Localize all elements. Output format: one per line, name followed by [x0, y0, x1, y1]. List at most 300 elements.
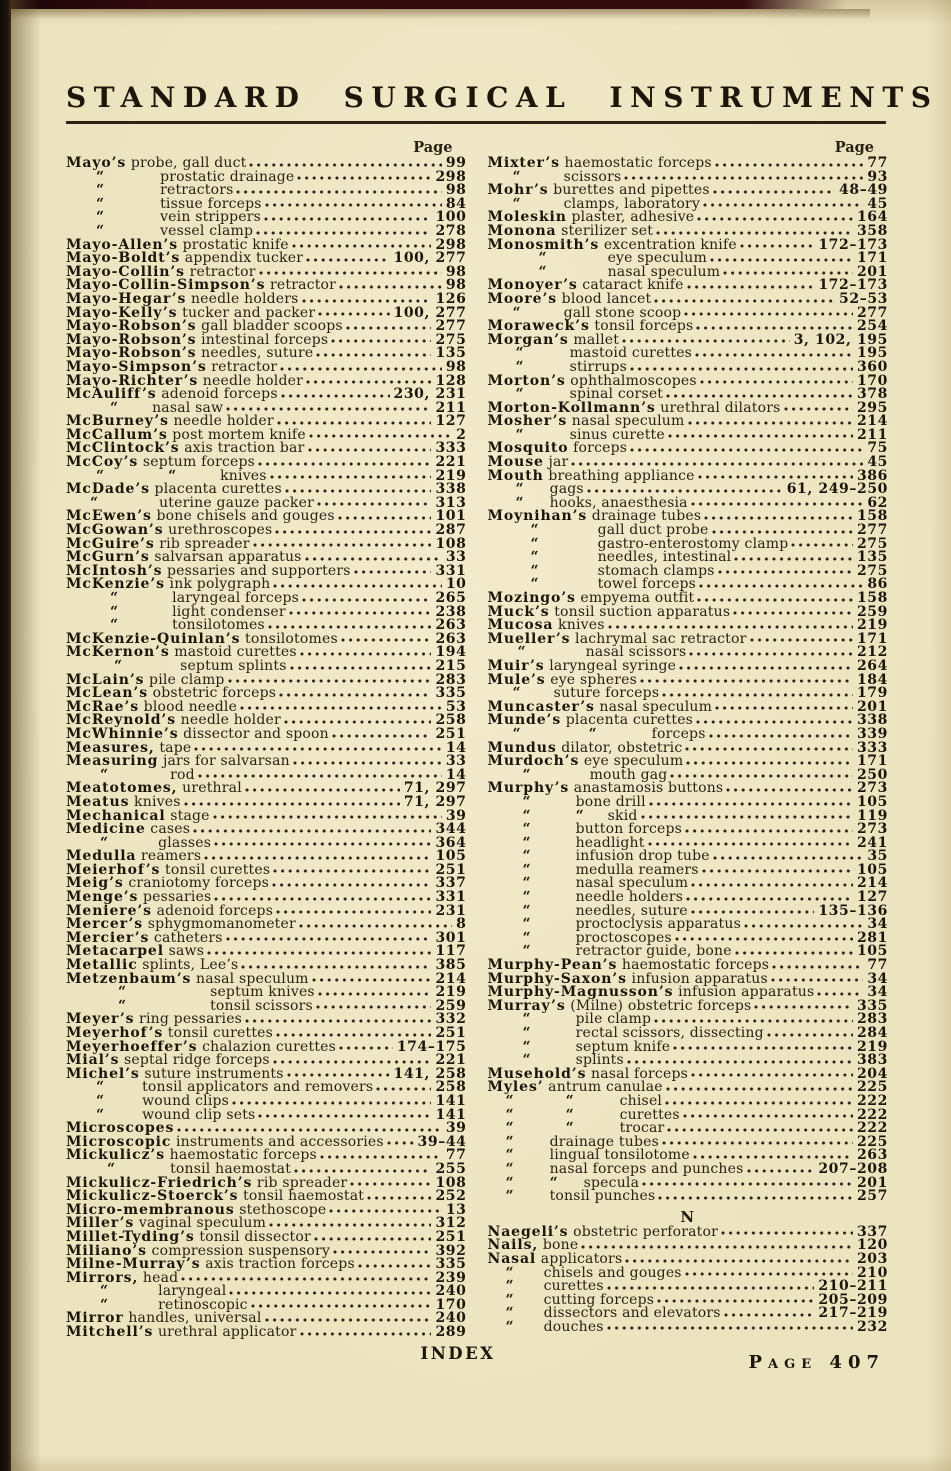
- ditto-mark: “: [530, 562, 539, 579]
- entry-page-number: 127: [856, 889, 888, 906]
- entry-term-text: wound clip sets: [142, 1106, 256, 1123]
- column-page-label: Page: [413, 139, 453, 156]
- dot-leader: [181, 1276, 431, 1283]
- entry-term-bold: Medulla: [66, 848, 137, 865]
- dot-leader: [293, 760, 442, 767]
- dot-leader: [204, 855, 431, 862]
- dot-leader: [265, 1317, 432, 1324]
- entry-term-text: pessaries and supporters: [162, 562, 351, 579]
- ditto-mark: “: [505, 1291, 514, 1308]
- entry-term-text: splints: [575, 1052, 624, 1069]
- dot-leader: [184, 801, 400, 808]
- entry-term-bold: McCoy’s: [66, 454, 139, 471]
- entry-term-text: haemostatic forceps: [559, 155, 712, 171]
- entry-term-text: plaster, adhesive: [566, 209, 695, 226]
- footer-page-number: Page 407: [748, 1352, 885, 1373]
- entry-term-text: urethral dilators: [655, 399, 781, 416]
- entry-term-bold: Mirror: [66, 1310, 124, 1327]
- entry-term-bold: Mouse: [487, 454, 544, 471]
- entry-page-number: 214: [856, 413, 888, 430]
- entry-term-text: obstetric perforator: [568, 1223, 719, 1240]
- ditto-mark: “: [522, 889, 531, 906]
- index-entry: [488, 1106, 889, 1123]
- ditto-mark: “: [538, 250, 547, 267]
- entry-page-number: 277: [856, 522, 888, 539]
- dot-leader: [320, 1154, 442, 1161]
- dot-leader: [316, 1004, 432, 1011]
- entry-page-number: 127: [435, 413, 467, 430]
- ditto-mark: “: [522, 1038, 531, 1055]
- ditto-mark: “: [565, 1120, 574, 1137]
- index-entry: [488, 918, 889, 932]
- entry-term-text: tonsil punches: [549, 1188, 656, 1205]
- entry-term-text: rib spreader: [252, 1174, 348, 1191]
- entry-page-number: 312: [435, 1215, 467, 1232]
- entry-page-number: 283: [856, 1011, 888, 1028]
- dot-leader: [784, 406, 853, 413]
- entry-page-number: 39: [445, 807, 467, 824]
- entry-term-text: jar: [543, 454, 569, 471]
- entry-term-text: clamps, laboratory: [563, 195, 701, 212]
- dot-leader: [256, 230, 431, 237]
- dot-leader: [713, 189, 835, 196]
- ditto-mark: “: [515, 481, 524, 498]
- ditto-mark: “: [96, 222, 105, 239]
- entry-page-number: 62: [867, 494, 888, 511]
- dot-leader: [696, 325, 853, 332]
- entry-page-number: 214: [435, 970, 467, 987]
- entry-term-text: infusion drop tube: [575, 848, 710, 865]
- entry-page-number: 171: [856, 753, 888, 770]
- entry-term-text: sterilizer set: [556, 222, 654, 239]
- dot-leader: [329, 1208, 441, 1215]
- entry-term-text: tonsil curettes: [163, 1025, 274, 1041]
- entry-page-number: 39: [445, 1120, 467, 1137]
- entry-page-number: 331: [435, 562, 467, 579]
- ditto-mark: “: [505, 1305, 514, 1322]
- ditto-mark: “: [110, 590, 119, 606]
- entry-term-bold: Mitchell’s: [66, 1324, 154, 1341]
- entry-term-text: gags: [549, 481, 584, 498]
- entry-page-number: 344: [435, 821, 467, 838]
- ditto-mark: “: [118, 984, 127, 1001]
- entry-term-text: jars for salvarsan: [158, 753, 290, 770]
- entry-term-text: curettes: [619, 1106, 680, 1123]
- entry-term-text: dissector and spoon: [178, 725, 329, 742]
- dot-leader: [608, 624, 853, 631]
- entry-page-number: 33: [445, 549, 467, 566]
- entry-page-number: 364: [435, 834, 467, 851]
- entry-term-text: stomach clamps: [597, 562, 715, 579]
- entry-term-text: trocar: [619, 1120, 665, 1137]
- index-column-left: [66, 140, 467, 1340]
- entry-term-text: nasal speculum: [567, 413, 685, 430]
- entry-term-bold: Measures,: [66, 739, 155, 756]
- dot-leader: [333, 1249, 431, 1256]
- ditto-mark: “: [515, 494, 524, 511]
- entry-page-number: 333: [435, 440, 467, 457]
- entry-page-number: 333: [856, 739, 888, 756]
- ditto-mark: “: [522, 1025, 531, 1041]
- index-entry: [66, 1285, 467, 1299]
- entry-term-bold: Meatotomes,: [66, 780, 178, 797]
- index-entry: [66, 195, 467, 212]
- dot-leader: [622, 338, 790, 345]
- ditto-mark: “: [110, 603, 119, 620]
- entry-term-text: septum splints: [180, 657, 287, 674]
- entry-page-number: 126: [435, 290, 467, 307]
- ditto-mark: “: [565, 1092, 574, 1109]
- entry-page-number: 179: [856, 685, 888, 702]
- entry-page-number: 34: [867, 970, 888, 987]
- entry-term-text: reamers: [136, 848, 202, 865]
- ditto-mark: “: [110, 617, 119, 634]
- dot-leader: [750, 637, 853, 644]
- dot-leader: [287, 1072, 390, 1079]
- entry-term-text: nasal saw: [152, 399, 224, 416]
- dot-leader: [649, 801, 853, 808]
- dot-leader: [679, 665, 853, 672]
- entry-page-number: 273: [856, 821, 888, 838]
- ditto-mark: “: [515, 426, 524, 443]
- dot-leader: [299, 923, 452, 930]
- entry-term-text: vein strippers: [160, 209, 262, 226]
- entry-page-number: 84: [445, 195, 467, 212]
- dot-leader: [691, 882, 853, 889]
- entry-page-number: 225: [856, 1133, 888, 1150]
- dot-leader: [767, 1032, 853, 1039]
- dot-leader: [331, 338, 431, 345]
- entry-term-text: needles, intestinal: [597, 549, 732, 566]
- entry-term-bold: McAuliff’s: [66, 386, 157, 403]
- entry-page-number: 8: [456, 916, 467, 933]
- entry-term-text: suture instruments: [139, 1065, 284, 1082]
- entry-term-bold: Mirrors,: [66, 1269, 139, 1286]
- entry-term-bold: Murdoch’s: [487, 753, 580, 770]
- dot-leader: [387, 1140, 414, 1147]
- dot-leader: [710, 257, 853, 264]
- entry-term-bold: Medicine: [66, 821, 146, 838]
- dot-leader: [245, 1018, 431, 1025]
- entry-page-number: 219: [435, 467, 467, 484]
- entry-term-text: tonsil haemostat: [238, 1188, 365, 1205]
- dot-leader: [685, 828, 853, 835]
- index-entry: [488, 793, 889, 810]
- dot-leader: [772, 964, 863, 971]
- entry-page-number: 284: [856, 1025, 888, 1041]
- entry-term: [488, 1190, 656, 1204]
- dot-leader: [721, 1230, 853, 1237]
- entry-term-text: ring pessaries: [134, 1011, 243, 1028]
- entry-page-number: 204: [856, 1065, 888, 1082]
- dot-leader: [253, 542, 432, 549]
- index-entry: [488, 1190, 889, 1204]
- dot-leader: [700, 379, 853, 386]
- entry-page-number: 295: [856, 399, 888, 416]
- entry-term-bold: Murphy-Saxon’s: [487, 970, 627, 987]
- ditto-mark: “: [110, 399, 119, 416]
- entry-page-number: 86: [867, 576, 888, 593]
- entry-page-number: 275: [856, 535, 888, 552]
- entry-page-number: 240: [435, 1283, 467, 1300]
- entry-page-number: 33: [445, 753, 467, 770]
- dot-leader: [367, 1195, 431, 1202]
- entry-page-number: 45: [867, 195, 888, 212]
- ditto-mark: “: [512, 304, 521, 321]
- dot-leader: [699, 583, 863, 590]
- ditto-mark: “: [522, 861, 531, 878]
- entry-term-bold: Microscopes: [66, 1120, 175, 1137]
- ditto-mark: “: [515, 386, 524, 403]
- entry-term-text: uterine gauze packer: [159, 494, 314, 511]
- entry-page-number: 255: [435, 1160, 467, 1177]
- entry-term-bold: Millet-Tyding’s: [66, 1228, 195, 1245]
- ditto-mark: “: [522, 943, 531, 960]
- entry-page-number: 337: [856, 1223, 888, 1240]
- entry-page-number: 217–219: [818, 1305, 888, 1322]
- entry-page-number: 13: [445, 1201, 467, 1218]
- index-entry: [487, 372, 889, 389]
- dot-leader: [198, 773, 442, 780]
- entry-term-text: craniotomy forceps: [123, 875, 269, 892]
- entry-term-bold: Myles’: [487, 1079, 544, 1096]
- entry-page-number: 172–173: [818, 236, 888, 253]
- entry-page-number: 222: [856, 1120, 888, 1137]
- entry-term-text: drainage tubes: [587, 508, 702, 525]
- entry-term-bold: Menge’s: [66, 889, 139, 906]
- entry-term-bold: McKenzie-Quinlan’s: [66, 630, 241, 647]
- entry-term-bold: Metzenbaum’s: [66, 970, 192, 987]
- index-entry: [488, 1160, 889, 1177]
- entry-term-text: splints, Lee’s: [137, 957, 239, 974]
- entry-term-text: mastoid curettes: [169, 644, 297, 661]
- entry-page-number: 71, 297: [403, 793, 467, 810]
- index-entry: [66, 388, 467, 402]
- entry-page-number: 100: [435, 209, 467, 226]
- entry-term-bold: McGuire’s: [66, 535, 155, 552]
- dot-leader: [685, 1271, 853, 1278]
- dot-leader: [316, 352, 431, 359]
- dot-leader: [709, 733, 853, 740]
- dot-leader: [226, 406, 431, 413]
- ditto-mark: “: [512, 168, 521, 185]
- dot-leader: [675, 936, 853, 943]
- entry-term-bold: Munde’s: [487, 712, 562, 729]
- index-entry: [66, 184, 467, 198]
- entry-term-bold: Moraweck’s: [487, 318, 590, 335]
- ditto-mark: “: [522, 848, 531, 865]
- entry-term-text: tonsilotomes: [172, 617, 265, 634]
- entry-term-bold: Milne-Murray’s: [66, 1256, 201, 1273]
- entry-term-text: forceps: [651, 725, 706, 742]
- book-cover-top-shadow: [0, 9, 870, 19]
- dot-leader: [228, 678, 432, 685]
- entry-page-number: 210–211: [818, 1278, 888, 1295]
- entry-term-text: infusion apparatus: [626, 970, 768, 987]
- entry-term-text: septum knife: [575, 1038, 671, 1055]
- dot-leader: [194, 746, 441, 753]
- entry-term-text: prostatic knife: [178, 236, 289, 253]
- ditto-mark: “: [118, 997, 127, 1014]
- entry-page-number: 313: [435, 494, 467, 511]
- page-header: [66, 81, 939, 124]
- entry-term-bold: McDade’s: [66, 481, 150, 498]
- entry-term-bold: Monosmith’s: [487, 236, 600, 253]
- entry-page-number: 232: [856, 1318, 888, 1335]
- entry-page-number: 128: [435, 372, 467, 389]
- entry-term-bold: Meniere’s: [66, 902, 152, 919]
- dot-leader: [817, 991, 863, 998]
- entry-term-bold: Mucosa: [487, 617, 554, 634]
- entry-term-bold: Meig’s: [66, 875, 124, 892]
- dot-leader: [229, 1290, 431, 1297]
- entry-term-bold: McWhinnie’s: [66, 725, 179, 742]
- entry-term-text: cataract knife: [577, 277, 684, 294]
- ditto-mark: “: [96, 168, 105, 185]
- entry-term-bold: McLain’s: [66, 671, 145, 688]
- index-entry: [487, 630, 889, 647]
- dot-leader: [754, 1004, 853, 1011]
- entry-term-bold: Monoyer’s: [487, 277, 578, 294]
- entry-term-text: laryngeal forceps: [172, 590, 300, 606]
- ditto-mark: “: [517, 644, 526, 661]
- entry-term-text: blood lancet: [557, 290, 652, 307]
- entry-page-number: 251: [435, 861, 467, 878]
- dot-leader: [658, 1195, 853, 1202]
- entry-term-text: retractors: [160, 182, 234, 199]
- entry-term-text: retractor: [206, 358, 278, 375]
- entry-term-text: rectal scissors, dissecting: [575, 1025, 764, 1041]
- dot-leader: [665, 1100, 853, 1107]
- entry-term-text: nasal speculum: [191, 970, 309, 987]
- entry-page-number: 52–53: [839, 290, 888, 307]
- ditto-mark: “: [522, 929, 531, 946]
- ditto-mark: “: [515, 345, 524, 362]
- dot-leader: [607, 1325, 853, 1332]
- dot-leader: [281, 393, 390, 400]
- ditto-mark: “: [505, 1264, 514, 1281]
- dot-leader: [733, 610, 853, 617]
- dot-leader: [691, 501, 864, 508]
- entry-term-bold: Muir’s: [487, 657, 545, 674]
- dot-leader: [284, 719, 432, 726]
- dot-leader: [630, 447, 863, 454]
- entry-page-number: 99: [445, 155, 467, 171]
- index-entry: [488, 823, 889, 837]
- entry-term-bold: Murphy-Pean’s: [487, 957, 618, 974]
- ditto-mark: “: [522, 793, 531, 810]
- entry-term-text: rib spreader: [154, 535, 250, 552]
- ditto-mark: “: [107, 1160, 116, 1177]
- entry-page-number: 77: [867, 155, 888, 171]
- entry-page-number: 135: [435, 345, 467, 362]
- dot-leader: [275, 529, 431, 536]
- entry-term-text: salvarsan apparatus: [149, 549, 302, 566]
- entry-term-text: septal ridge forceps: [119, 1052, 270, 1069]
- entry-term-bold: Murphy’s: [487, 780, 570, 797]
- entry-page-number: 298: [435, 236, 467, 253]
- entry-page-number: 14: [445, 766, 467, 783]
- ditto-mark: “: [168, 467, 177, 484]
- entry-page-number: 105: [856, 943, 888, 960]
- page-edge-left-shadow: [11, 0, 41, 1471]
- entry-term-text: dilator, obstetric: [556, 739, 683, 756]
- entry-term-text: head: [138, 1269, 179, 1286]
- ditto-mark: “: [505, 1120, 514, 1137]
- entry-term-text: bone chisels and gouges: [151, 508, 335, 525]
- entry-page-number: 251: [435, 725, 467, 742]
- entry-page-number: 263: [435, 630, 467, 647]
- index-columns: [66, 140, 888, 1340]
- dot-leader: [214, 896, 431, 903]
- entry-page-number: 221: [435, 454, 467, 471]
- entry-term-text: retractor: [184, 263, 256, 280]
- index-entry: [487, 671, 889, 688]
- dot-leader: [294, 1168, 431, 1175]
- entry-page-number: 241: [856, 834, 888, 851]
- dot-leader: [715, 705, 853, 712]
- ditto-mark: “: [96, 467, 105, 484]
- entry-term-bold: Michel’s: [66, 1065, 140, 1082]
- dot-leader: [662, 1140, 853, 1147]
- index-entry: [488, 1081, 889, 1095]
- entry-term-text: cutting forceps: [543, 1291, 655, 1308]
- entry-term-text: rod: [170, 766, 195, 783]
- entry-term-text: obstetric forceps: [147, 685, 277, 702]
- entry-term-text: lachrymal sac retractor: [570, 630, 747, 647]
- index-entry: [488, 1092, 889, 1109]
- entry-term-text: urethroscopes: [163, 522, 273, 539]
- entry-page-number: 98: [445, 263, 467, 280]
- dot-leader: [289, 610, 432, 617]
- index-entry: [66, 1092, 467, 1109]
- entry-term: [66, 1326, 297, 1340]
- entry-page-number: 3, 102, 195: [793, 331, 888, 348]
- entry-page-number: 2: [456, 426, 467, 443]
- dot-leader: [358, 1263, 432, 1270]
- entry-term-bold: Moleskin: [487, 209, 567, 226]
- entry-page-number: 301: [435, 929, 467, 946]
- entry-page-number: 101: [435, 508, 467, 525]
- entry-term-text: needles, suture: [575, 902, 688, 919]
- ditto-mark: “: [530, 535, 539, 552]
- entry-page-number: 34: [867, 984, 888, 1001]
- index-entry: [488, 157, 889, 171]
- entry-term-text: proctoclysis apparatus: [575, 916, 741, 933]
- dot-leader: [258, 1113, 431, 1120]
- entry-term-bold: McReynold’s: [66, 712, 176, 729]
- entry-page-number: 219: [856, 617, 888, 634]
- entry-term-bold: Mozingo’s: [487, 590, 576, 606]
- entry-term-text: needle holder: [198, 372, 304, 389]
- entry-page-number: 171: [856, 630, 888, 647]
- ditto-mark: “: [522, 834, 531, 851]
- dot-leader: [691, 909, 815, 916]
- dot-leader: [268, 624, 432, 631]
- ditto-mark: “: [522, 875, 531, 892]
- index-entry: [488, 1318, 889, 1335]
- dot-leader: [338, 515, 432, 522]
- ditto-mark: “: [96, 195, 105, 212]
- entry-page-number: 386: [856, 467, 888, 484]
- entry-term-text: button forceps: [575, 821, 683, 838]
- ditto-mark: “: [522, 766, 531, 783]
- entry-page-number: 214: [856, 875, 888, 892]
- entry-page-number: 48–49: [839, 182, 888, 199]
- entry-term-text: lingual tonsilotome: [549, 1147, 690, 1164]
- entry-term-bold: Murphy-Magnusson’s: [487, 984, 674, 1001]
- entry-term-text: placenta curettes: [561, 712, 694, 729]
